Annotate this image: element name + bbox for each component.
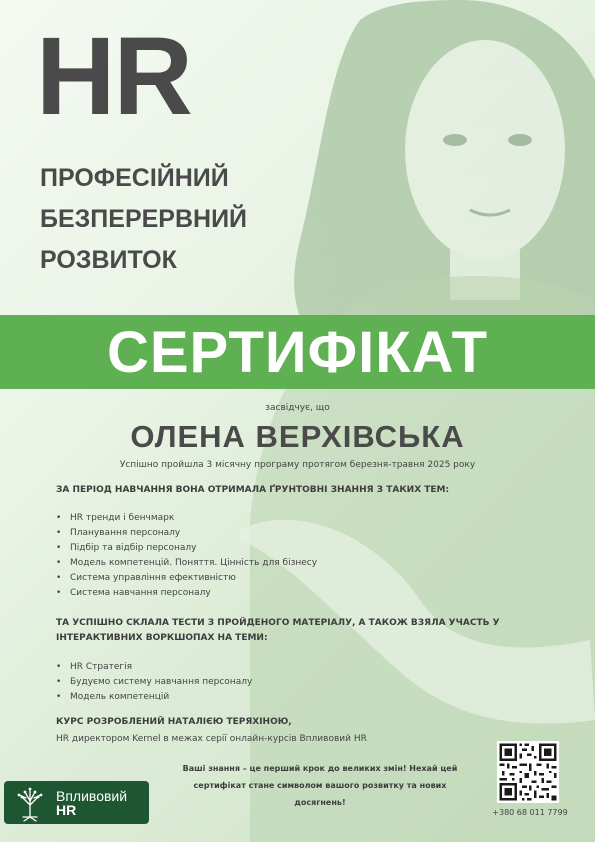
list-item: • HR Стратегія bbox=[56, 660, 252, 675]
certifies-text: засвідчує, що bbox=[265, 403, 330, 413]
certificate-banner bbox=[0, 315, 595, 389]
topics-heading: ЗА ПЕРІОД НАВЧАННЯ ВОНА ОТРИМАЛА ҐРУНТОВНІ ЗНАННЯ З ТАКИХ ТЕМ: bbox=[56, 485, 450, 495]
list-item: • Модель компетенцій. Поняття. Цінність для бізнесу bbox=[56, 556, 317, 571]
list-item: • Система навчання персоналу bbox=[56, 586, 317, 601]
subtitle-line: ПРОФЕСІЙНИЙ bbox=[40, 164, 229, 192]
program-subtitle bbox=[40, 158, 247, 281]
topics-list bbox=[56, 511, 317, 601]
list-item: • Планування персоналу bbox=[56, 526, 317, 541]
workshops-heading-line: ІНТЕРАКТИВНИХ ВОРКШОПАХ НА ТЕМИ: bbox=[56, 633, 268, 643]
author-subtitle: HR директором Kernel в межах серії онлайн-курсів Впливовий HR bbox=[56, 734, 367, 744]
completion-text: Успішно пройшла 3 місячну програму протягом березня-травня 2025 року bbox=[119, 460, 476, 470]
subtitle-line: БЕЗПЕРЕРВНИЙ bbox=[40, 205, 248, 233]
logo-line: HR bbox=[56, 801, 77, 818]
qr-code-icon[interactable] bbox=[497, 741, 559, 803]
workshops-heading bbox=[56, 616, 500, 646]
list-item: • Модель компетенцій bbox=[56, 690, 252, 705]
motto-line: сертифікат стане символом вашого розвитку та нових bbox=[193, 781, 447, 790]
logo-text bbox=[56, 789, 127, 817]
motto-line: досягнень! bbox=[294, 798, 346, 807]
list-item: • Будуємо систему навчання персоналу bbox=[56, 675, 252, 690]
tree-icon bbox=[10, 783, 50, 823]
recipient-name: ОЛЕНА ВЕРХІВСЬКА bbox=[130, 419, 465, 454]
motto-line: Ваші знання – це перший крок до великих змін! Нехай цей bbox=[182, 764, 458, 773]
hr-heading: HR bbox=[36, 15, 191, 138]
brand-logo bbox=[4, 781, 149, 824]
author-title: КУРС РОЗРОБЛЕНИЙ НАТАЛІЄЮ ТЕРЯХІНОЮ, bbox=[56, 717, 292, 727]
list-item: • Система управління ефективністю bbox=[56, 571, 317, 586]
subtitle-line: РОЗВИТОК bbox=[40, 246, 177, 274]
phone-number: +380 68 011 7799 bbox=[492, 808, 568, 817]
logo-line: Впливовий bbox=[56, 787, 128, 804]
workshops-heading-line: ТА УСПІШНО СКЛАЛА ТЕСТИ З ПРОЙДЕНОГО МАТЕРІАЛУ, А ТАКОЖ ВЗЯЛА УЧАСТЬ У bbox=[56, 618, 500, 628]
motto-text bbox=[170, 760, 470, 811]
workshops-list bbox=[56, 660, 252, 705]
list-item: • Підбір та відбір персоналу bbox=[56, 541, 317, 556]
certificate-title: СЕРТИФІКАТ bbox=[106, 319, 489, 385]
list-item: • HR тренди і бенчмарк bbox=[56, 511, 317, 526]
